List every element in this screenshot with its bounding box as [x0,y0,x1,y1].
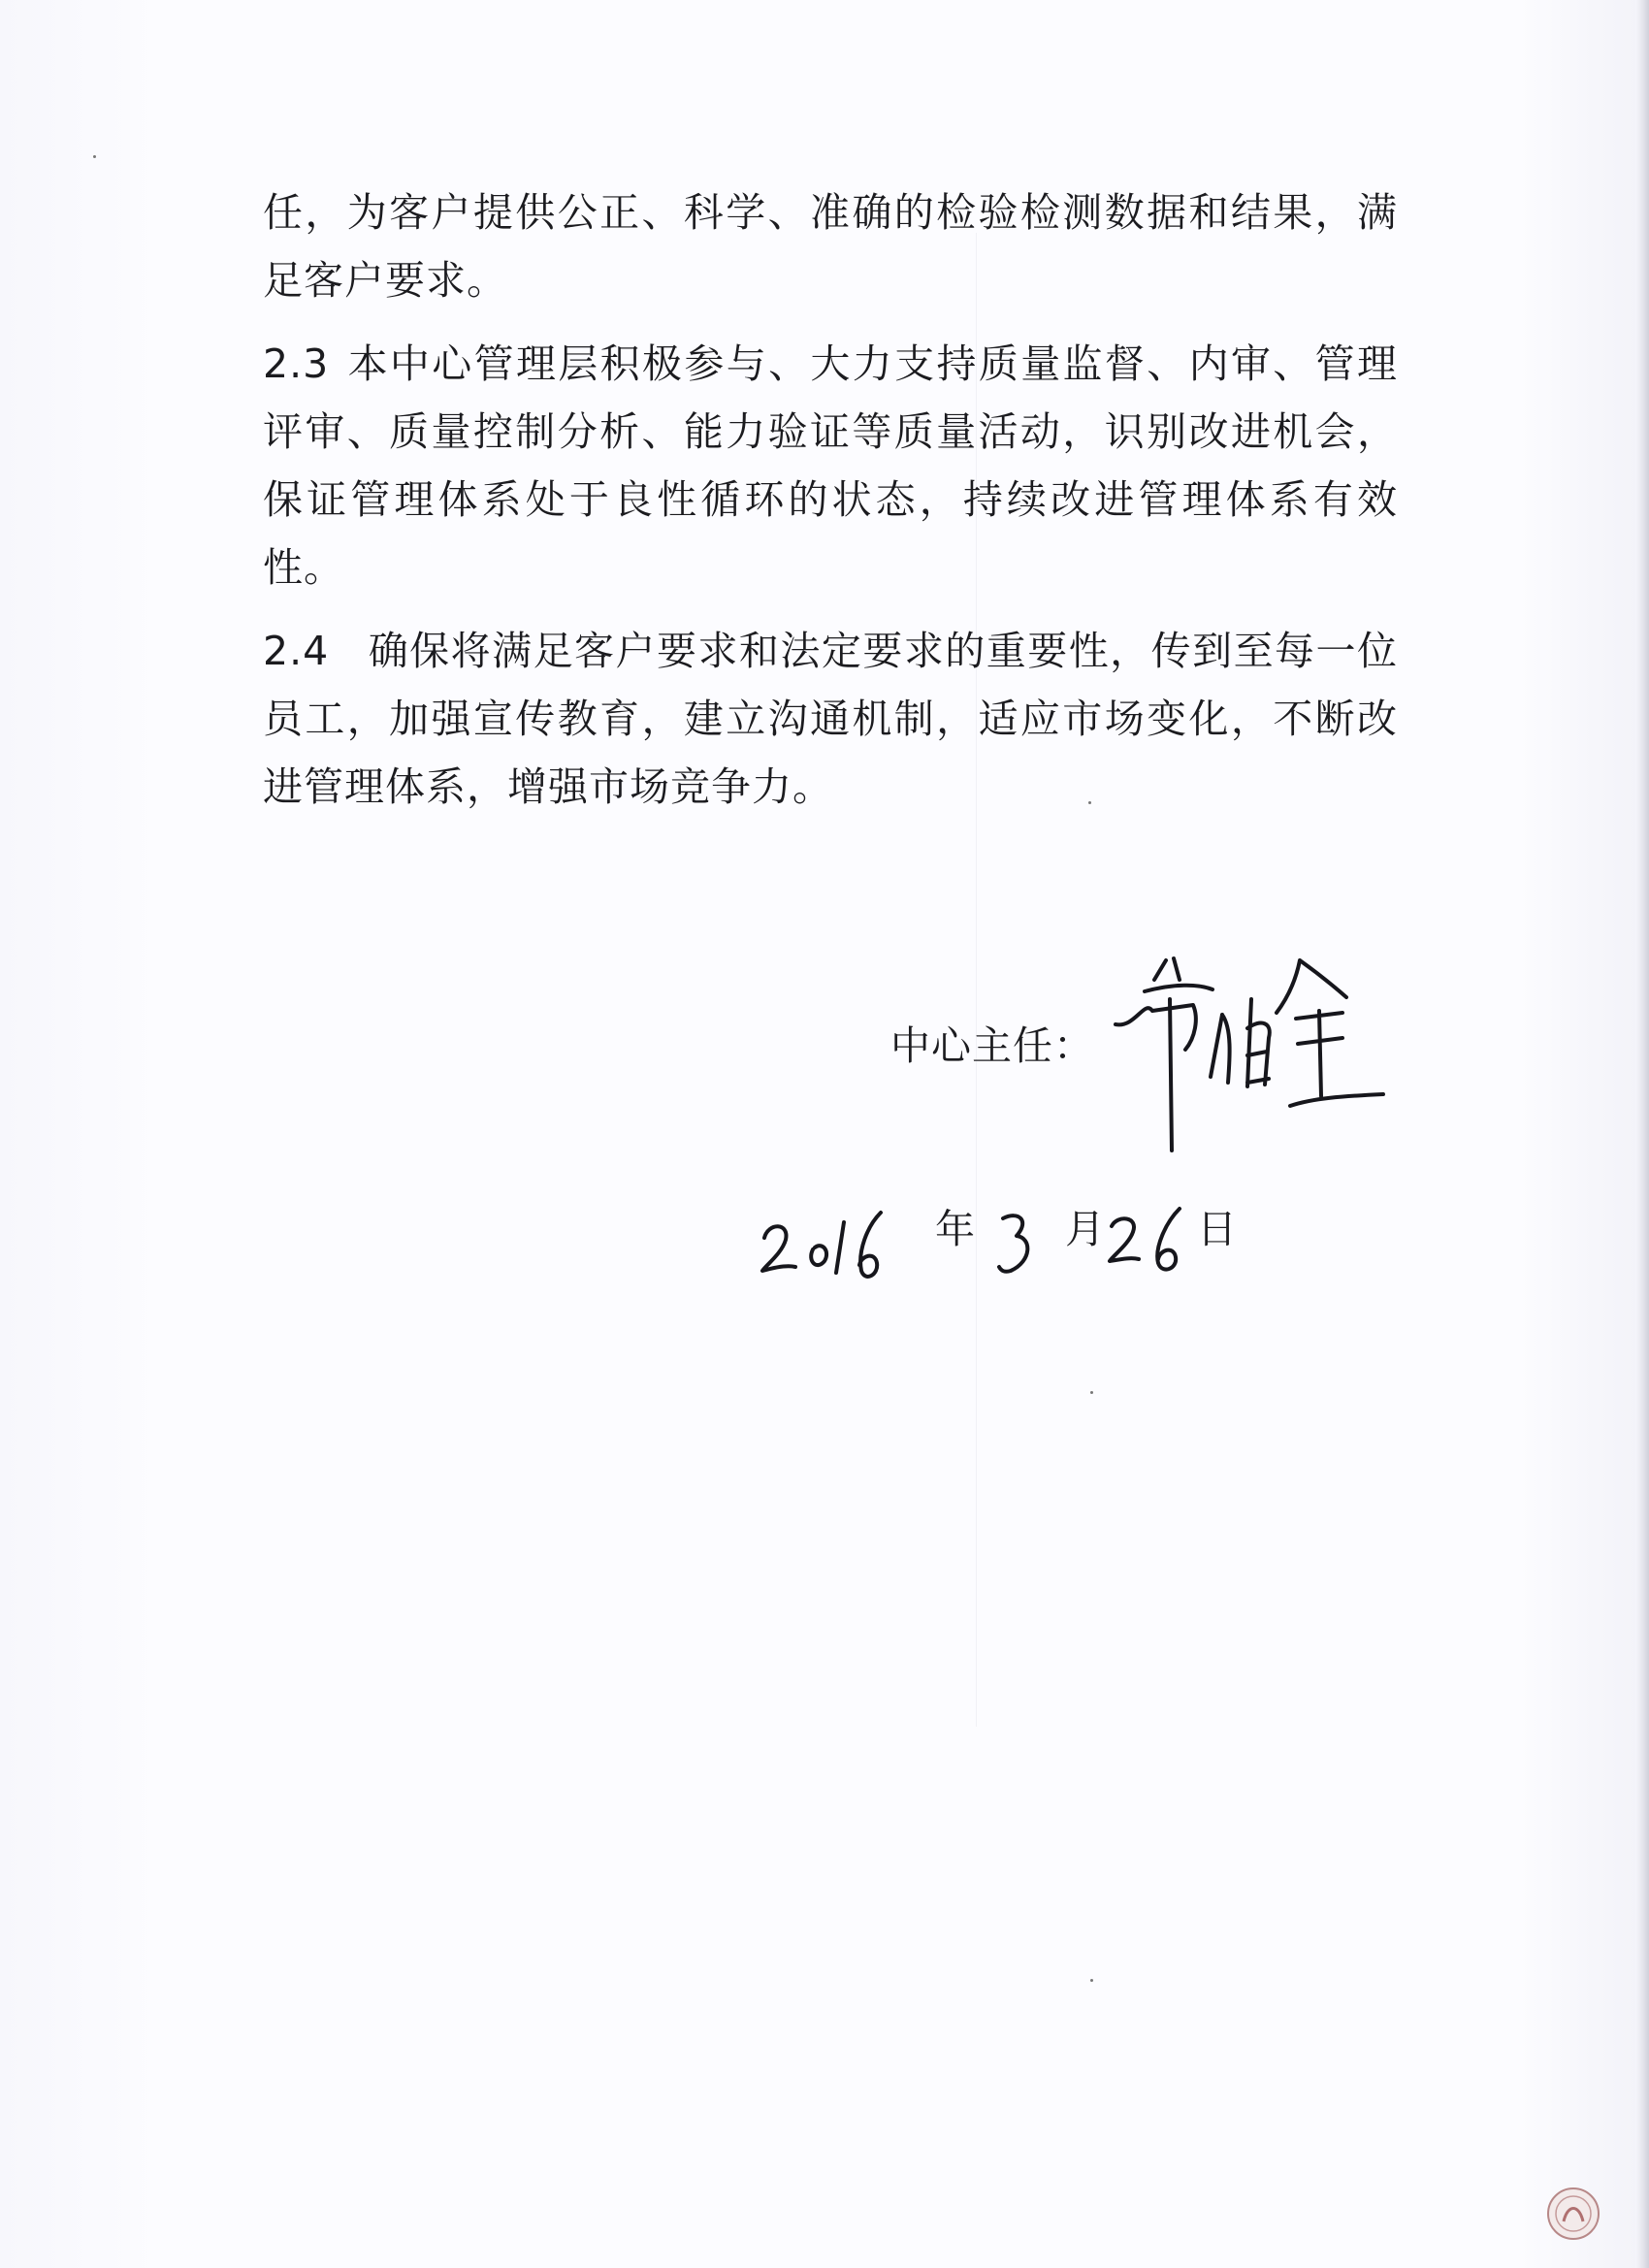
handwritten-day [1104,1193,1191,1290]
policy-body [263,178,1398,836]
director-label: 中心主任： [890,1022,1094,1069]
paragraph-text: 任，为客户提供公正、科学、准确的检验检测数据和结果，满足客户要求。 [263,189,1398,304]
logo-seal [1544,2185,1602,2243]
paragraph-continuation [263,178,1398,314]
section-number: 2.4 [263,628,330,674]
scan-speck [1090,1979,1093,1982]
paragraph-text: 本中心管理层积极参与、大力支持质量监督、内审、管理评审、质量控制分析、能力验证等质量活动，识别改进机会，保证管理体系处于良性循环的状态，持续改进管理体系有效性。 [263,340,1398,591]
handwritten-signature [1106,941,1387,1164]
paragraph-text: 确保将满足客户要求和法定要求的重要性，传到至每一位员工，加强宣传教育，建立沟通机制，适应市场变化，不断改进管理体系，增强市场竞争力。 [263,628,1398,810]
section-number: 2.3 [263,340,330,387]
paragraph-2-4 [263,617,1398,821]
handwritten-month [989,1193,1048,1290]
handwritten-year [757,1193,892,1290]
month-suffix: 月 [1065,1206,1105,1252]
day-suffix: 日 [1197,1206,1237,1252]
scan-speck [1090,1391,1093,1394]
year-suffix: 年 [935,1206,975,1252]
date-line [757,1193,1261,1290]
scan-edge-shadow [1635,0,1649,2268]
paragraph-2-3 [263,330,1398,601]
scan-speck [93,155,96,158]
